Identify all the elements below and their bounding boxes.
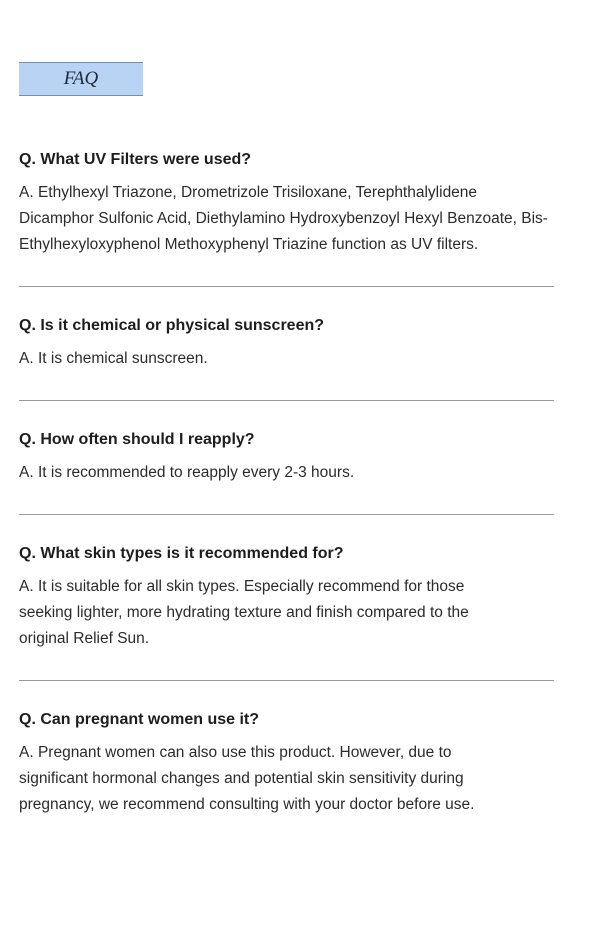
faq-answer: A. It is chemical sunscreen.: [19, 350, 208, 367]
divider: [19, 286, 554, 287]
faq-question: Q. What skin types is it recommended for?: [19, 545, 344, 562]
faq-question: Q. How often should I reapply?: [19, 431, 255, 448]
faq-item-uv-filters: [19, 136, 554, 287]
faq-answer: A. Ethylhexyl Triazone, Drometrizole Trisiloxane, Terephthalylidene Dicamphor Sulfonic Acid, Diethylamino Hydroxybenzoyl Hexyl Benzoate, Bis-Ethylhexyloxyphenol Methoxyphenyl Triazine function as UV filters.: [19, 184, 548, 253]
faq-item-sunscreen-type: [19, 302, 554, 401]
faq-answer: A. Pregnant women can also use this product. However, due to significant hormonal changes and potential skin sensitivity during pregnancy, we recommend consulting with your doctor before use.: [19, 744, 475, 813]
faq-question: Q. Is it chemical or physical sunscreen?: [19, 317, 325, 334]
faq-answer: A. It is recommended to reapply every 2-3 hours.: [19, 464, 355, 481]
divider: [19, 680, 554, 681]
faq-question: Q. Can pregnant women use it?: [19, 711, 260, 728]
faq-item-reapply: [19, 416, 554, 515]
faq-item-pregnancy: [19, 696, 554, 818]
divider: [19, 400, 554, 401]
faq-item-skin-types: [19, 530, 554, 681]
divider: [19, 514, 554, 515]
faq-badge: [19, 62, 143, 96]
faq-question: Q. What UV Filters were used?: [19, 151, 252, 168]
faq-badge-label: FAQ: [63, 68, 99, 89]
faq-answer: A. It is suitable for all skin types. Especially recommend for those seeking lighter, more hydrating texture and finish compared to the original Relief Sun.: [19, 578, 469, 647]
faq-list: [19, 136, 554, 818]
